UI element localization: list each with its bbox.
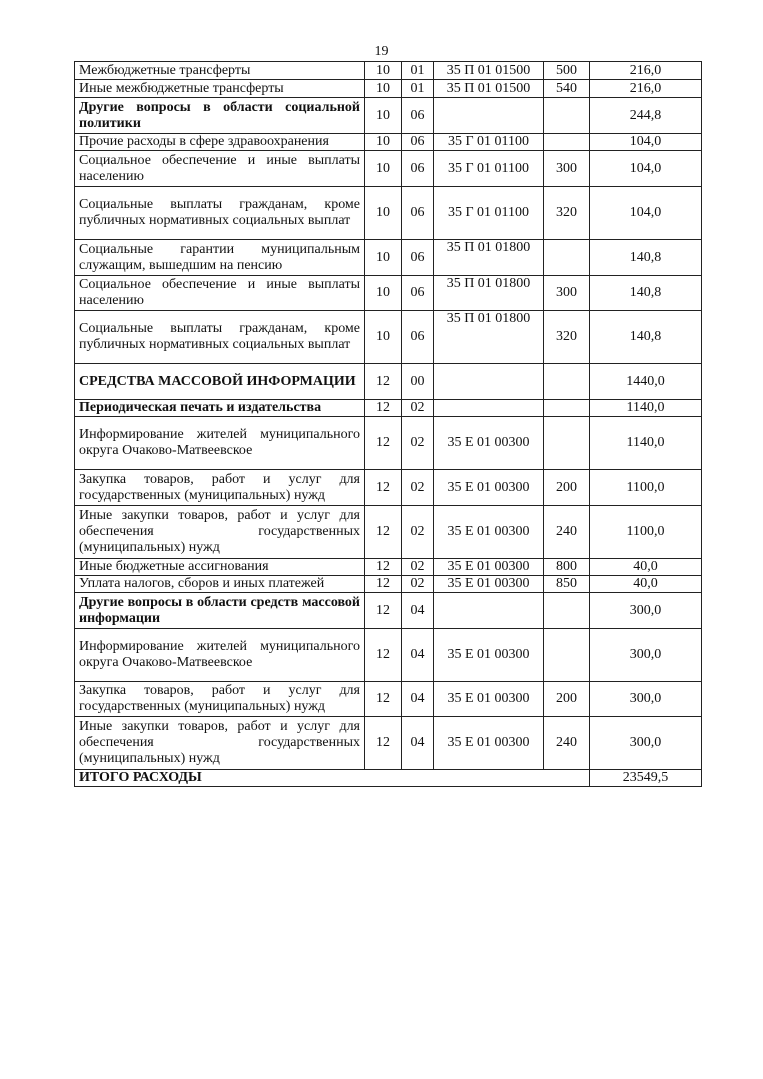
- row-subsection: 06: [402, 311, 434, 364]
- row-section: 12: [365, 364, 402, 400]
- row-target-article: [434, 400, 544, 417]
- row-subsection: 04: [402, 593, 434, 629]
- row-target-article: 35 П 01 01800: [434, 240, 544, 276]
- row-target-article: 35 Г 01 01100: [434, 134, 544, 151]
- row-name: Межбюджетные трансферты: [75, 62, 365, 80]
- row-expense-type: [544, 98, 590, 134]
- row-amount: 1140,0: [590, 417, 702, 470]
- row-expense-type: 200: [544, 682, 590, 717]
- table-row: [75, 276, 702, 311]
- row-section: 12: [365, 576, 402, 593]
- page-number: 19: [374, 44, 389, 59]
- table-row: [75, 98, 702, 134]
- row-expense-type: 540: [544, 80, 590, 98]
- row-section: 12: [365, 717, 402, 770]
- table-row: [75, 717, 702, 770]
- row-section: 12: [365, 629, 402, 682]
- row-subsection: 06: [402, 187, 434, 240]
- row-section: 10: [365, 134, 402, 151]
- row-amount: 40,0: [590, 559, 702, 576]
- table-row: [75, 576, 702, 593]
- row-amount: 1140,0: [590, 400, 702, 417]
- row-section: 12: [365, 682, 402, 717]
- row-name: Информирование жителей муниципального округа Очаково-Матвеевское: [75, 629, 365, 682]
- row-name: СРЕДСТВА МАССОВОЙ ИНФОРМАЦИИ: [75, 364, 365, 400]
- row-subsection: 06: [402, 134, 434, 151]
- row-name: Социальные гарантии муниципальным служащим, вышедшим на пенсию: [75, 240, 365, 276]
- row-amount: 1100,0: [590, 470, 702, 506]
- row-section: 10: [365, 62, 402, 80]
- row-amount: 216,0: [590, 80, 702, 98]
- row-amount: 216,0: [590, 62, 702, 80]
- row-target-article: 35 П 01 01500: [434, 80, 544, 98]
- table-row: [75, 80, 702, 98]
- table-row: [75, 62, 702, 80]
- row-expense-type: [544, 134, 590, 151]
- row-expense-type: 300: [544, 276, 590, 311]
- row-amount: 140,8: [590, 276, 702, 311]
- row-target-article: [434, 364, 544, 400]
- row-name: Закупка товаров, работ и услуг для государственных (муниципальных) нужд: [75, 682, 365, 717]
- row-name: Информирование жителей муниципального округа Очаково-Матвеевское: [75, 417, 365, 470]
- table-row: [75, 400, 702, 417]
- row-subsection: 04: [402, 629, 434, 682]
- row-expense-type: [544, 364, 590, 400]
- row-target-article: 35 Е 01 00300: [434, 506, 544, 559]
- table-row: [75, 506, 702, 559]
- row-amount: 300,0: [590, 629, 702, 682]
- row-subsection: 00: [402, 364, 434, 400]
- table-row: [75, 417, 702, 470]
- table-row: [75, 134, 702, 151]
- row-name: Иные закупки товаров, работ и услуг для обеспечения государственных (муниципальных) нужд: [75, 717, 365, 770]
- total-amount: 23549,5: [590, 770, 702, 787]
- row-subsection: 04: [402, 682, 434, 717]
- row-name: Иные межбюджетные трансферты: [75, 80, 365, 98]
- row-section: 10: [365, 98, 402, 134]
- row-name: Другие вопросы в области социальной политики: [75, 98, 365, 134]
- row-subsection: 04: [402, 717, 434, 770]
- row-expense-type: 850: [544, 576, 590, 593]
- table-row: [75, 311, 702, 364]
- row-amount: 104,0: [590, 151, 702, 187]
- row-expense-type: 320: [544, 187, 590, 240]
- row-name: Прочие расходы в сфере здравоохранения: [75, 134, 365, 151]
- row-subsection: 02: [402, 417, 434, 470]
- row-name: Периодическая печать и издательства: [75, 400, 365, 417]
- row-amount: 300,0: [590, 682, 702, 717]
- row-section: 10: [365, 80, 402, 98]
- row-amount: 140,8: [590, 311, 702, 364]
- row-amount: 1100,0: [590, 506, 702, 559]
- budget-table-body: [75, 62, 702, 787]
- total-label: ИТОГО РАСХОДЫ: [75, 770, 590, 787]
- row-name: Социальное обеспечение и иные выплаты населению: [75, 151, 365, 187]
- row-section: 12: [365, 506, 402, 559]
- row-amount: 1440,0: [590, 364, 702, 400]
- row-subsection: 06: [402, 98, 434, 134]
- row-target-article: 35 П 01 01800: [434, 311, 544, 364]
- row-subsection: 02: [402, 576, 434, 593]
- row-target-article: 35 Е 01 00300: [434, 470, 544, 506]
- row-name: Иные закупки товаров, работ и услуг для обеспечения государственных (муниципальных) нужд: [75, 506, 365, 559]
- row-expense-type: 320: [544, 311, 590, 364]
- row-expense-type: [544, 400, 590, 417]
- row-name: Закупка товаров, работ и услуг для государственных (муниципальных) нужд: [75, 470, 365, 506]
- row-section: 10: [365, 276, 402, 311]
- row-expense-type: 240: [544, 717, 590, 770]
- table-row: [75, 151, 702, 187]
- row-section: 12: [365, 470, 402, 506]
- row-name: Уплата налогов, сборов и иных платежей: [75, 576, 365, 593]
- row-expense-type: [544, 240, 590, 276]
- row-target-article: 35 Г 01 01100: [434, 187, 544, 240]
- row-subsection: 02: [402, 559, 434, 576]
- row-subsection: 06: [402, 240, 434, 276]
- table-row: [75, 187, 702, 240]
- row-expense-type: 240: [544, 506, 590, 559]
- table-row: [75, 629, 702, 682]
- row-expense-type: 300: [544, 151, 590, 187]
- row-target-article: 35 П 01 01500: [434, 62, 544, 80]
- row-amount: 300,0: [590, 593, 702, 629]
- row-amount: 40,0: [590, 576, 702, 593]
- row-section: 10: [365, 311, 402, 364]
- row-target-article: [434, 98, 544, 134]
- row-target-article: 35 П 01 01800: [434, 276, 544, 311]
- row-amount: 300,0: [590, 717, 702, 770]
- row-target-article: 35 Е 01 00300: [434, 559, 544, 576]
- table-row: [75, 682, 702, 717]
- row-name: Другие вопросы в области средств массовой информации: [75, 593, 365, 629]
- row-name: Социальные выплаты гражданам, кроме публичных нормативных социальных выплат: [75, 311, 365, 364]
- row-section: 10: [365, 187, 402, 240]
- table-row: [75, 240, 702, 276]
- row-expense-type: 800: [544, 559, 590, 576]
- row-target-article: 35 Е 01 00300: [434, 417, 544, 470]
- row-amount: 104,0: [590, 134, 702, 151]
- total-row: [75, 770, 702, 787]
- row-subsection: 06: [402, 151, 434, 187]
- row-subsection: 02: [402, 470, 434, 506]
- row-target-article: 35 Г 01 01100: [434, 151, 544, 187]
- row-amount: 140,8: [590, 240, 702, 276]
- row-section: 10: [365, 151, 402, 187]
- row-target-article: 35 Е 01 00300: [434, 682, 544, 717]
- row-amount: 244,8: [590, 98, 702, 134]
- row-section: 12: [365, 400, 402, 417]
- row-target-article: [434, 593, 544, 629]
- row-expense-type: [544, 417, 590, 470]
- row-expense-type: 500: [544, 62, 590, 80]
- row-target-article: 35 Е 01 00300: [434, 576, 544, 593]
- row-subsection: 02: [402, 506, 434, 559]
- table-row: [75, 364, 702, 400]
- row-name: Социальные выплаты гражданам, кроме публичных нормативных социальных выплат: [75, 187, 365, 240]
- row-subsection: 02: [402, 400, 434, 417]
- row-name: Социальное обеспечение и иные выплаты населению: [75, 276, 365, 311]
- row-section: 10: [365, 240, 402, 276]
- table-row: [75, 593, 702, 629]
- row-expense-type: [544, 593, 590, 629]
- row-amount: 104,0: [590, 187, 702, 240]
- table-row: [75, 559, 702, 576]
- row-name: Иные бюджетные ассигнования: [75, 559, 365, 576]
- row-target-article: 35 Е 01 00300: [434, 717, 544, 770]
- row-section: 12: [365, 559, 402, 576]
- row-target-article: 35 Е 01 00300: [434, 629, 544, 682]
- row-section: 12: [365, 593, 402, 629]
- budget-table: [74, 61, 702, 787]
- table-row: [75, 470, 702, 506]
- row-expense-type: [544, 629, 590, 682]
- row-expense-type: 200: [544, 470, 590, 506]
- row-subsection: 01: [402, 62, 434, 80]
- row-subsection: 01: [402, 80, 434, 98]
- row-subsection: 06: [402, 276, 434, 311]
- row-section: 12: [365, 417, 402, 470]
